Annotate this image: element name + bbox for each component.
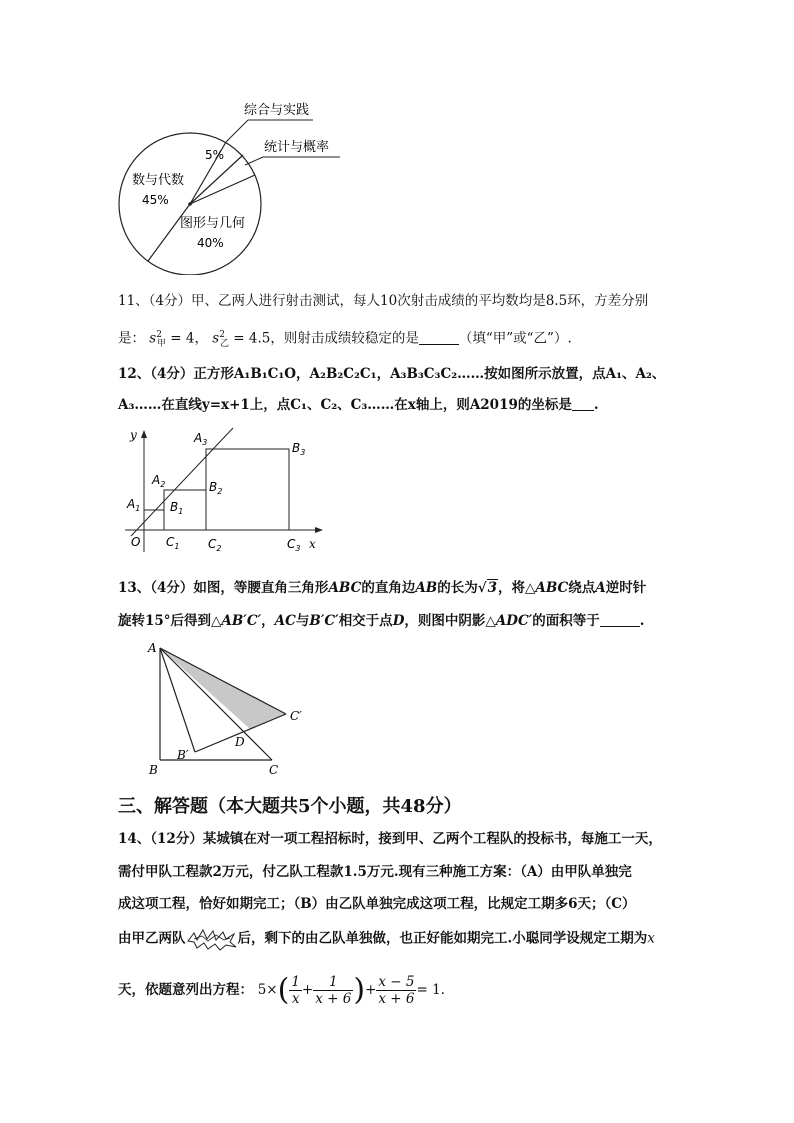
q13-text-j: 相交于点 (338, 613, 393, 629)
q13-text-i: 与 (295, 613, 310, 629)
q13-bpcp: B′C′ (309, 613, 339, 629)
pie-divider-1 (148, 204, 190, 261)
triangle-figure (140, 636, 325, 778)
q12-line1: 12、（4分）正方形A₁B₁C₁O，A₂B₂C₂C₁，A₃B₃C₃C₂……按如图所示放置，点A₁、A₂、 (118, 366, 666, 382)
q13-text-f: 逆时针 (605, 580, 647, 596)
fraction-2-num: 1 (313, 974, 353, 991)
q13-text-l: 的面积等于 (532, 613, 600, 629)
q13-d: D (392, 613, 405, 629)
right-paren: ) (353, 972, 366, 1008)
q11-val-jia: = 4， (170, 330, 208, 347)
q14-line2: 需付甲队工程款2万元，付乙队工程款1.5万元.现有三种施工方案：（A）由甲队单独完 (118, 864, 632, 880)
q11-line2: 是： $s^2_甲 = 4$， $s^2_乙 = 4.5$，则射击成绩较稳定的是 （填“甲”或“乙”）. (118, 330, 572, 350)
pie-divider-4 (190, 175, 255, 204)
pie-label-practice: 综合与实践 (244, 103, 310, 118)
q13-line1 (118, 578, 688, 598)
fraction-2 (313, 974, 353, 1007)
label-y: y (130, 428, 137, 442)
smudge-icon (186, 927, 238, 951)
q12-line2-text: A₃……在直线y=x+1上，点C₁、C₂、C₃……在x轴上，则A2019的坐标是 (118, 397, 572, 413)
eq-plus-2: + (365, 982, 377, 998)
q13-text-m: . (639, 613, 645, 629)
q14-line1: 14、（12分）某城镇在对一项工程招标时，接到甲、乙两个工程队的投标书，每施工一天， (118, 831, 662, 847)
fraction-1-den: x (291, 991, 300, 1007)
label-C2: $C_2$ (208, 537, 222, 553)
label-B-prime: B′ (177, 748, 189, 762)
label-A2: $A_2$ (152, 473, 166, 489)
pie-pct-geometry: 40% (197, 236, 224, 250)
q13-ab: AB (415, 580, 438, 596)
pie-center (188, 202, 192, 206)
label-B2: $B_2$ (209, 480, 223, 496)
pie-divider-3 (190, 155, 243, 204)
q14-line3: 成这项工程，恰好如期完工；（B）由乙队单独完成这项工程，比规定工期多6天；（C） (118, 896, 636, 912)
label-A: A (148, 641, 157, 655)
q13-ac: AC (274, 613, 296, 629)
q13-text-c: 的长为 (437, 580, 478, 596)
left-paren: ( (277, 972, 290, 1008)
label-B1: $B_1$ (170, 500, 184, 516)
label-A1: $A_1$ (127, 497, 141, 513)
q13-text-d: ，将△ (498, 580, 536, 596)
q11-post: （填“甲”或“乙”）. (458, 330, 572, 347)
squares-figure (115, 424, 335, 556)
q11-s-jia: s (149, 330, 157, 347)
q11-sub-yi: 乙 (219, 339, 229, 350)
q14-line4 (118, 927, 688, 951)
q11-answer-blank[interactable] (419, 330, 459, 345)
q11-s-yi: s (212, 330, 220, 347)
q13-abpcp: AB′C′ (221, 613, 262, 629)
fraction-1 (289, 974, 302, 1007)
pie-label-algebra: 数与代数 (132, 173, 185, 188)
q12-answer-blank[interactable] (572, 396, 594, 411)
q13-abc2: ABC (535, 580, 569, 596)
fraction-3-num: x − 5 (378, 974, 415, 990)
eq-end: = 1. (416, 982, 445, 998)
q11-val-yi: = 4.5，则射击成绩较稳定的是 (233, 330, 419, 347)
q13-text-e: 绕点 (568, 580, 596, 596)
shaded-triangle-adc (160, 648, 286, 729)
q13-a: A (595, 580, 606, 596)
fraction-2-den: x + 6 (315, 991, 352, 1007)
pie-label-stats: 统计与概率 (264, 140, 330, 155)
q13-adcp: ADC′ (495, 613, 533, 629)
q12-line2-end: . (593, 397, 599, 413)
label-C-prime: C′ (290, 709, 302, 723)
label-C3: $C_3$ (287, 537, 301, 553)
q14-x: x (647, 930, 655, 947)
label-A3: $A_3$ (194, 431, 208, 447)
q14-text-4b: 后，剩下的由乙队单独做，也正好能如期完工.小聪同学设规定工期为 (237, 930, 648, 947)
q13-answer-blank[interactable] (600, 612, 640, 627)
x-axis-arrow (315, 527, 323, 533)
label-D: D (235, 735, 245, 749)
q13-text-a: 13、（4分）如图，等腰直角三角形 (118, 580, 329, 596)
q11-sub-jia: 甲 (156, 339, 166, 350)
q14-text-4a: 由甲乙两队 (118, 930, 186, 947)
q13-text-b: 的直角边 (361, 580, 416, 596)
equation (257, 972, 445, 1008)
label-C1: $C_1$ (166, 535, 180, 551)
section-3-heading: 三、解答题（本大题共5个小题，共48分） (118, 796, 462, 817)
q11-line1: 11、（4分）甲、乙两人进行射击测试，每人10次射击成绩的平均数均是8.5环，方差分别 (118, 293, 649, 309)
fraction-1-num: 1 (291, 974, 300, 990)
fraction-3-den: x + 6 (378, 991, 415, 1007)
eq-five-times: 5× (257, 982, 278, 998)
q12-line2 (118, 395, 688, 415)
pie-pct-practice: 5% (205, 148, 225, 162)
q14-text-5a: 天，依题意列出方程： (118, 982, 253, 998)
pie-label-geometry: 图形与几何 (180, 216, 246, 231)
q13-text-g: 旋转15°后得到△ (118, 613, 222, 629)
pie-figure (115, 95, 365, 275)
q13-text-h: ， (261, 613, 275, 629)
label-O: O (131, 535, 141, 549)
line-y-eq-x-plus-1 (131, 428, 233, 536)
q13-line2 (118, 611, 688, 631)
label-B: B (149, 763, 158, 777)
sqrt-sign: √ (477, 580, 487, 596)
leader-practice (226, 120, 248, 142)
q13-text-k: ，则图中阴影△ (404, 613, 496, 629)
pie-pct-algebra: 45% (142, 193, 169, 207)
q14-line5 (118, 968, 688, 1013)
square-1 (144, 510, 164, 530)
eq-plus-1: + (301, 982, 314, 998)
q11-pre: 是： (118, 330, 145, 347)
leader-stats (245, 157, 263, 165)
fraction-3 (376, 974, 416, 1007)
label-B3: $B_3$ (292, 441, 306, 457)
q13-abc: ABC (328, 580, 362, 596)
q13-sqrt-value: 3 (487, 580, 497, 596)
label-C: C (269, 763, 279, 777)
label-x: x (309, 537, 316, 551)
y-axis-arrow (141, 430, 147, 438)
